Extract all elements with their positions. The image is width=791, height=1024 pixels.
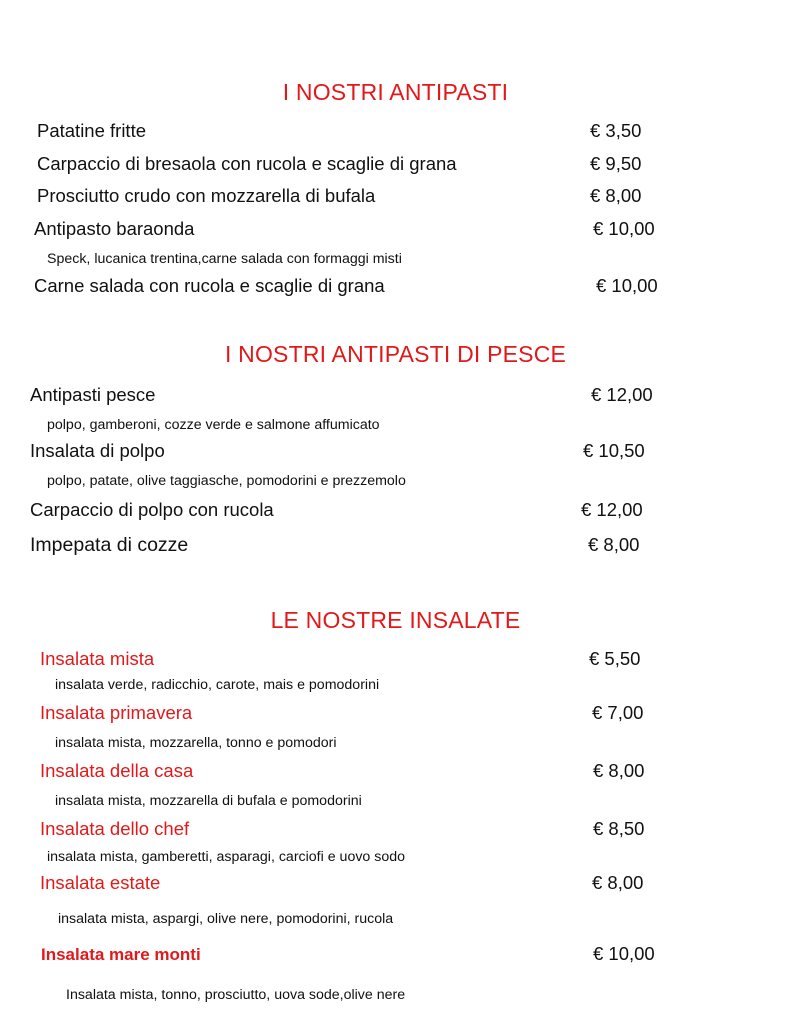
menu-item-price: € 12,00: [581, 499, 643, 520]
menu-item-price: € 10,00: [596, 275, 658, 296]
menu-item-description: insalata mista, aspargi, olive nere, pomodorini, rucola: [58, 911, 394, 927]
menu-item-name: Insalata di polpo: [30, 440, 165, 461]
menu-item-name: Insalata estate: [40, 872, 161, 893]
menu-item-price: € 8,50: [593, 818, 645, 839]
section-title-pesce: I NOSTRI ANTIPASTI DI PESCE: [224, 341, 567, 367]
menu-item-name: Insalata mare monti: [41, 945, 201, 964]
menu-item-name: Carpaccio di bresaola con rucola e scaglie di grana: [37, 153, 457, 174]
menu-item-price: € 9,50: [590, 153, 642, 174]
menu-item-name: Insalata mista: [40, 648, 155, 669]
menu-item-name: Impepata di cozze: [30, 534, 189, 556]
section-title-insalate: LE NOSTRE INSALATE: [270, 607, 521, 633]
menu-item-name: Insalata dello chef: [40, 818, 190, 839]
menu-item-name: Insalata primavera: [40, 702, 193, 723]
menu-item-name: Insalata della casa: [40, 760, 194, 781]
menu-item-name: Carne salada con rucola e scaglie di grana: [34, 275, 385, 296]
menu-item-price: € 12,00: [591, 384, 653, 405]
menu-item-name: Antipasto baraonda: [34, 218, 195, 239]
menu-item-description: Insalata mista, tonno, prosciutto, uova sode,olive nere: [66, 987, 406, 1003]
menu-item-price: € 8,00: [592, 872, 644, 893]
menu-item-description: polpo, patate, olive taggiasche, pomodorini e prezzemolo: [47, 473, 406, 489]
menu-item-description: insalata mista, gamberetti, asparagi, carciofi e uovo sodo: [47, 849, 406, 865]
menu-item-description: Speck, lucanica trentina,carne salada con formaggi misti: [47, 251, 402, 267]
menu-item-price: € 3,50: [590, 120, 642, 141]
menu-item-price: € 8,00: [590, 185, 642, 206]
menu-item-name: Carpaccio di polpo con rucola: [30, 499, 274, 520]
menu-item-price: € 10,50: [583, 440, 645, 461]
menu-item-name: Patatine fritte: [37, 120, 147, 141]
menu-item-name: Prosciutto crudo con mozzarella di bufala: [37, 185, 376, 206]
menu-item-name: Antipasti pesce: [30, 384, 156, 405]
menu-item-price: € 8,00: [588, 534, 640, 555]
menu-item-price: € 10,00: [593, 943, 655, 964]
menu-item-description: insalata mista, mozzarella, tonno e pomodori: [55, 735, 337, 751]
menu-item-description: insalata verde, radicchio, carote, mais e pomodorini: [55, 677, 380, 693]
menu-item-description: insalata mista, mozzarella di bufala e pomodorini: [55, 793, 362, 809]
menu-item-price: € 10,00: [593, 218, 655, 239]
section-title-antipasti: I NOSTRI ANTIPASTI: [282, 79, 509, 105]
menu-item-price: € 5,50: [589, 648, 641, 669]
menu-item-price: € 7,00: [592, 702, 644, 723]
menu-item-price: € 8,00: [593, 760, 645, 781]
menu-item-description: polpo, gamberoni, cozze verde e salmone affumicato: [47, 417, 380, 433]
